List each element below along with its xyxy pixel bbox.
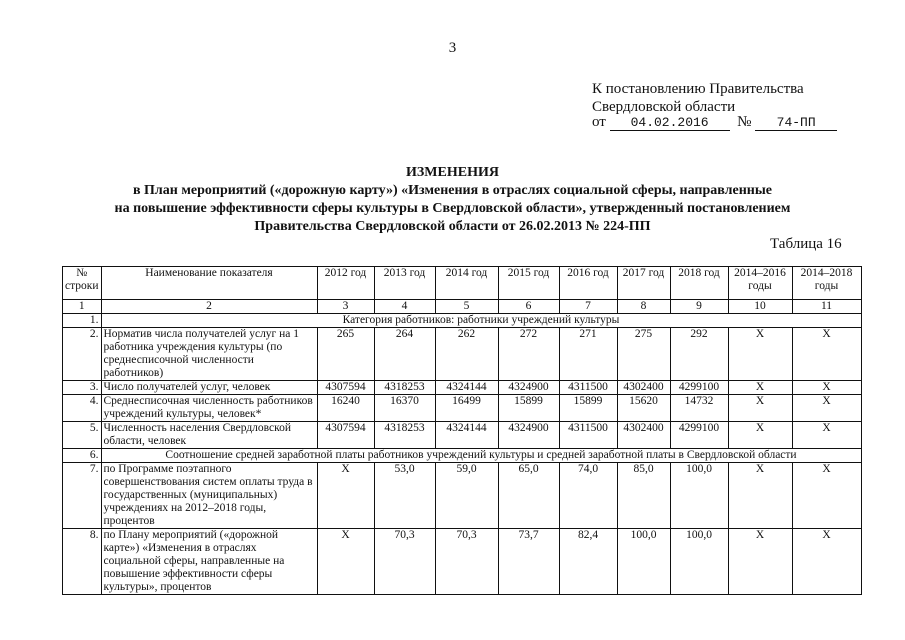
column-number-cell: 9 <box>670 300 728 314</box>
value-cell: Х <box>792 381 861 395</box>
number-prefix: № <box>737 114 752 130</box>
attachment-line-1: К постановлению Правительства <box>592 81 804 97</box>
value-cell: 4302400 <box>617 381 670 395</box>
value-cell: Х <box>728 381 792 395</box>
date-prefix: от <box>592 114 606 130</box>
row-number-cell: 7. <box>63 463 102 529</box>
value-cell: 82,4 <box>559 529 617 595</box>
value-cell: 4311500 <box>559 381 617 395</box>
value-cell: 100,0 <box>670 463 728 529</box>
value-cell: 74,0 <box>559 463 617 529</box>
header-cell: 2014 год <box>435 267 498 300</box>
value-cell: 4318253 <box>374 422 435 449</box>
value-cell: Х <box>792 463 861 529</box>
header-cell: № строки <box>63 267 102 300</box>
value-cell: 4302400 <box>617 422 670 449</box>
value-cell: Х <box>792 395 861 422</box>
document-number: 74-ПП <box>755 115 837 131</box>
value-cell: Х <box>792 328 861 381</box>
table-row <box>63 395 862 422</box>
value-cell: 85,0 <box>617 463 670 529</box>
section-title-cell: Категория работников: работники учреждений культуры <box>101 314 861 328</box>
header-cell: 2015 год <box>498 267 559 300</box>
row-number-cell: 5. <box>63 422 102 449</box>
column-number-cell: 1 <box>63 300 102 314</box>
column-number-cell: 10 <box>728 300 792 314</box>
heading-line-3: Правительства Свердловской области от 26.02.2013 № 224-ПП <box>254 219 651 234</box>
header-cell: Наименование показателя <box>101 267 317 300</box>
indicators-table <box>62 266 862 595</box>
row-number-cell: 1. <box>63 314 102 328</box>
table-row <box>63 381 862 395</box>
header-cell: 2013 год <box>374 267 435 300</box>
value-cell: 4318253 <box>374 381 435 395</box>
header-row <box>63 267 862 300</box>
column-number-cell: 2 <box>101 300 317 314</box>
value-cell: 15620 <box>617 395 670 422</box>
attachment-date-line <box>592 114 842 131</box>
document-title: ИЗМЕНЕНИЯ <box>406 165 499 180</box>
value-cell: 262 <box>435 328 498 381</box>
indicator-name-cell: по Программе поэтапного совершенствования систем оплаты труда в государственных (муниципальных) учреждениях на 2012–2018 годы, процентов <box>101 463 317 529</box>
column-number-cell: 6 <box>498 300 559 314</box>
header-cell: 2018 год <box>670 267 728 300</box>
header-cell: 2016 год <box>559 267 617 300</box>
value-cell: 15899 <box>559 395 617 422</box>
section-title-cell: Соотношение средней заработной платы работников учреждений культуры и средней заработной платы в Свердловской области <box>101 449 861 463</box>
value-cell: 16370 <box>374 395 435 422</box>
row-number-cell: 2. <box>63 328 102 381</box>
value-cell: 4324900 <box>498 381 559 395</box>
heading-line-1: в План мероприятий («дорожную карту») «Изменения в отраслях социальной сферы, направленные <box>132 183 773 198</box>
section-row <box>63 314 862 328</box>
section-row <box>63 449 862 463</box>
column-number-cell: 4 <box>374 300 435 314</box>
heading-line-2: на повышение эффективности сферы культуры в Свердловской области», утвержденный постановлением <box>114 201 791 216</box>
value-cell: Х <box>792 422 861 449</box>
table-label: Таблица 16 <box>770 236 842 252</box>
header-cell: 2014–2018 годы <box>792 267 861 300</box>
value-cell: 16499 <box>435 395 498 422</box>
document-date: 04.02.2016 <box>610 115 730 131</box>
row-number-cell: 8. <box>63 529 102 595</box>
value-cell: Х <box>317 529 374 595</box>
value-cell: 100,0 <box>670 529 728 595</box>
value-cell: 65,0 <box>498 463 559 529</box>
value-cell: 70,3 <box>374 529 435 595</box>
value-cell: 59,0 <box>435 463 498 529</box>
value-cell: 4324900 <box>498 422 559 449</box>
value-cell: 272 <box>498 328 559 381</box>
value-cell: 70,3 <box>435 529 498 595</box>
indicator-name-cell: по Плану мероприятий («дорожной карте») «Изменения в отраслях социальной сферы, направленные на повышение эффективности сферы культуры», процентов <box>101 529 317 595</box>
table-row <box>63 529 862 595</box>
column-number-cell: 11 <box>792 300 861 314</box>
row-number-cell: 3. <box>63 381 102 395</box>
value-cell: Х <box>728 529 792 595</box>
attachment-line-2: Свердловской области <box>592 99 736 115</box>
value-cell: 4299100 <box>670 381 728 395</box>
value-cell: 4307594 <box>317 422 374 449</box>
header-cell: 2014–2016 годы <box>728 267 792 300</box>
page-number: 3 <box>448 40 457 56</box>
value-cell: 4324144 <box>435 422 498 449</box>
value-cell: 100,0 <box>617 529 670 595</box>
value-cell: 16240 <box>317 395 374 422</box>
value-cell: 53,0 <box>374 463 435 529</box>
column-number-row <box>63 300 862 314</box>
value-cell: 271 <box>559 328 617 381</box>
column-number-cell: 5 <box>435 300 498 314</box>
row-number-cell: 4. <box>63 395 102 422</box>
row-number-cell: 6. <box>63 449 102 463</box>
column-number-cell: 3 <box>317 300 374 314</box>
value-cell: Х <box>728 328 792 381</box>
indicator-name-cell: Среднесписочная численность работников учреждений культуры, человек* <box>101 395 317 422</box>
value-cell: 265 <box>317 328 374 381</box>
value-cell: 4307594 <box>317 381 374 395</box>
indicator-name-cell: Численность населения Свердловской области, человек <box>101 422 317 449</box>
value-cell: Х <box>728 463 792 529</box>
column-number-cell: 8 <box>617 300 670 314</box>
value-cell: Х <box>728 395 792 422</box>
value-cell: 264 <box>374 328 435 381</box>
indicator-name-cell: Норматив числа получателей услуг на 1 работника учреждения культуры (по среднесписочной численности работников) <box>101 328 317 381</box>
value-cell: 15899 <box>498 395 559 422</box>
value-cell: 73,7 <box>498 529 559 595</box>
indicator-name-cell: Число получателей услуг, человек <box>101 381 317 395</box>
value-cell: 4311500 <box>559 422 617 449</box>
column-number-cell: 7 <box>559 300 617 314</box>
value-cell: Х <box>728 422 792 449</box>
value-cell: Х <box>792 529 861 595</box>
value-cell: 4299100 <box>670 422 728 449</box>
table-row <box>63 328 862 381</box>
value-cell: 292 <box>670 328 728 381</box>
table-row <box>63 463 862 529</box>
value-cell: 4324144 <box>435 381 498 395</box>
value-cell: 275 <box>617 328 670 381</box>
header-cell: 2012 год <box>317 267 374 300</box>
header-cell: 2017 год <box>617 267 670 300</box>
value-cell: Х <box>317 463 374 529</box>
value-cell: 14732 <box>670 395 728 422</box>
table-row <box>63 422 862 449</box>
